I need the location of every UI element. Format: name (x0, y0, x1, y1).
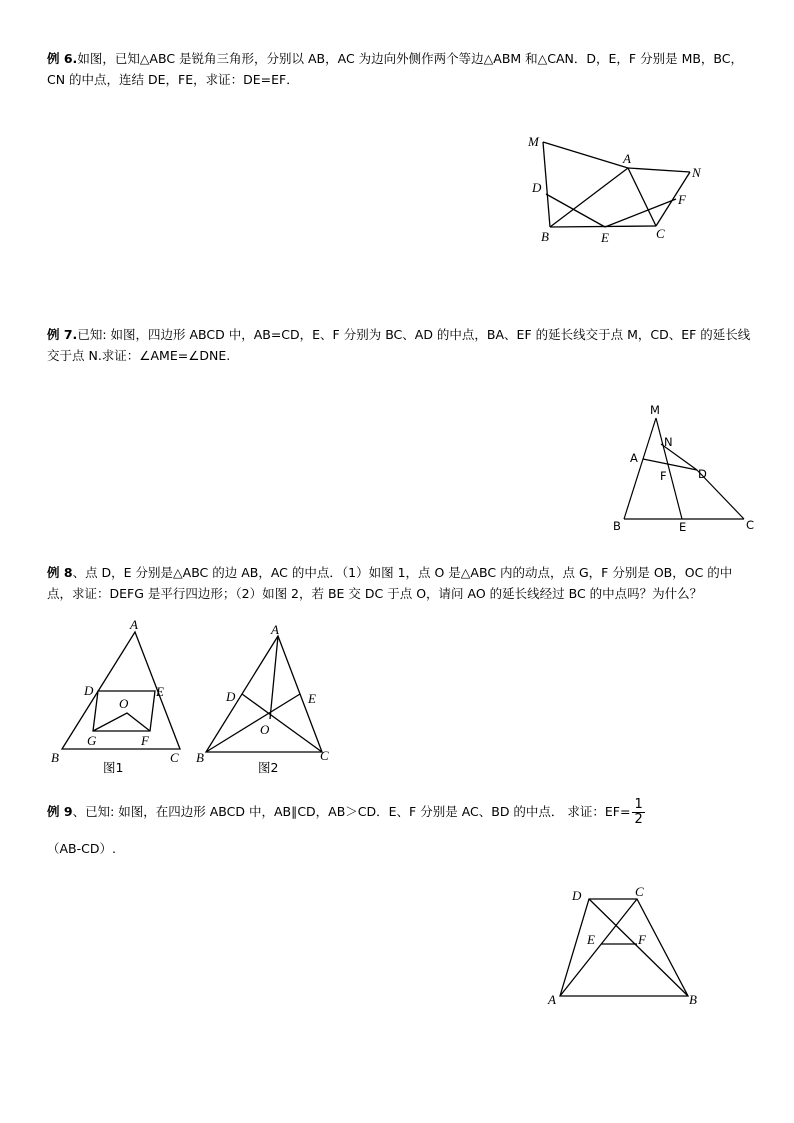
label-D: D (84, 683, 94, 698)
label-C: C (635, 884, 644, 899)
fraction-numerator: 1 (634, 797, 643, 812)
figure-8-2 (192, 620, 337, 775)
figure-1-caption: 图1 (103, 760, 124, 775)
problem-6-text: 如图，已知△ABC 是锐角三角形，分别以 AB，AC 为边向外侧作两个等边△ABM 和△CAN．D，E，F 分别是 MB，BC，CN 的中点，连结 DE，FE，求证：DE=EF． (47, 51, 744, 87)
label-B: B (613, 519, 621, 533)
label-B: B (196, 750, 204, 765)
figure-8-1 (48, 615, 188, 775)
label-G: G (87, 733, 97, 748)
figure-9 (540, 880, 710, 1010)
label-C: C (746, 518, 755, 532)
problem-8 (47, 562, 752, 604)
label-N: N (664, 435, 673, 449)
label-A: A (623, 151, 631, 166)
figure-2-caption: 图2 (258, 760, 279, 775)
label-D: D (226, 689, 236, 704)
problem-7-label: 例 7. (47, 327, 78, 342)
label-F: F (141, 733, 149, 748)
problem-8-label: 例 8 (47, 565, 73, 580)
label-A: A (271, 622, 279, 637)
label-M: M (650, 403, 660, 417)
problem-9 (47, 798, 752, 827)
label-F: F (638, 932, 646, 947)
label-E: E (308, 691, 316, 706)
label-M: M (528, 134, 539, 149)
label-C: C (656, 226, 665, 241)
label-E: E (156, 684, 164, 699)
problem-8-text: 、点 D，E 分别是△ABC 的边 AB，AC 的中点．（1）如图 1，点 O 是△ABC 内的动点，点 G，F 分别是 OB，OC 的中点，求证：DEFG 是平行四边形；（2）如图 2，若 BE 交 DC 于点 O，请问 AO 的延长线经过 BC 的中点吗？为什么？ (47, 565, 733, 601)
problem-7 (47, 324, 752, 366)
label-E: E (679, 520, 687, 534)
fraction-one-half (632, 798, 644, 827)
label-A: A (630, 451, 638, 465)
label-O: O (260, 722, 270, 737)
fraction-denominator: 2 (634, 812, 643, 827)
problem-6-label: 例 6. (47, 51, 78, 66)
problem-9-label: 例 9 (47, 804, 73, 819)
label-D: D (572, 888, 582, 903)
label-A: A (130, 617, 138, 632)
label-B: B (689, 992, 697, 1007)
label-F: F (660, 469, 667, 483)
label-B: B (541, 229, 549, 244)
problem-9-text: 、已知: 如图，在四边形 ABCD 中，AB∥CD，AB＞CD．E、F 分别是 AC、BD 的中点． 求证：EF= (72, 804, 631, 819)
label-B: B (51, 750, 59, 765)
label-C: C (170, 750, 179, 765)
label-D: D (532, 180, 542, 195)
label-E: E (587, 932, 595, 947)
label-A: A (548, 992, 556, 1007)
label-O: O (119, 696, 129, 711)
problem-6 (47, 48, 752, 90)
problem-9-continuation (47, 838, 752, 859)
label-N: N (692, 165, 701, 180)
problem-9-text-2: （AB-CD）. (47, 841, 116, 856)
figure-6 (520, 130, 720, 250)
label-C: C (320, 748, 329, 763)
problem-7-text: 已知: 如图，四边形 ABCD 中，AB=CD，E、F 分别为 BC、AD 的中点，BA、EF 的延长线交于点 M，CD、EF 的延长线交于点 N.求证：∠AME=∠DNE. (47, 327, 751, 363)
figure-7 (605, 400, 765, 535)
label-F: F (678, 192, 686, 207)
label-D: D (698, 467, 707, 481)
label-E: E (601, 230, 609, 245)
